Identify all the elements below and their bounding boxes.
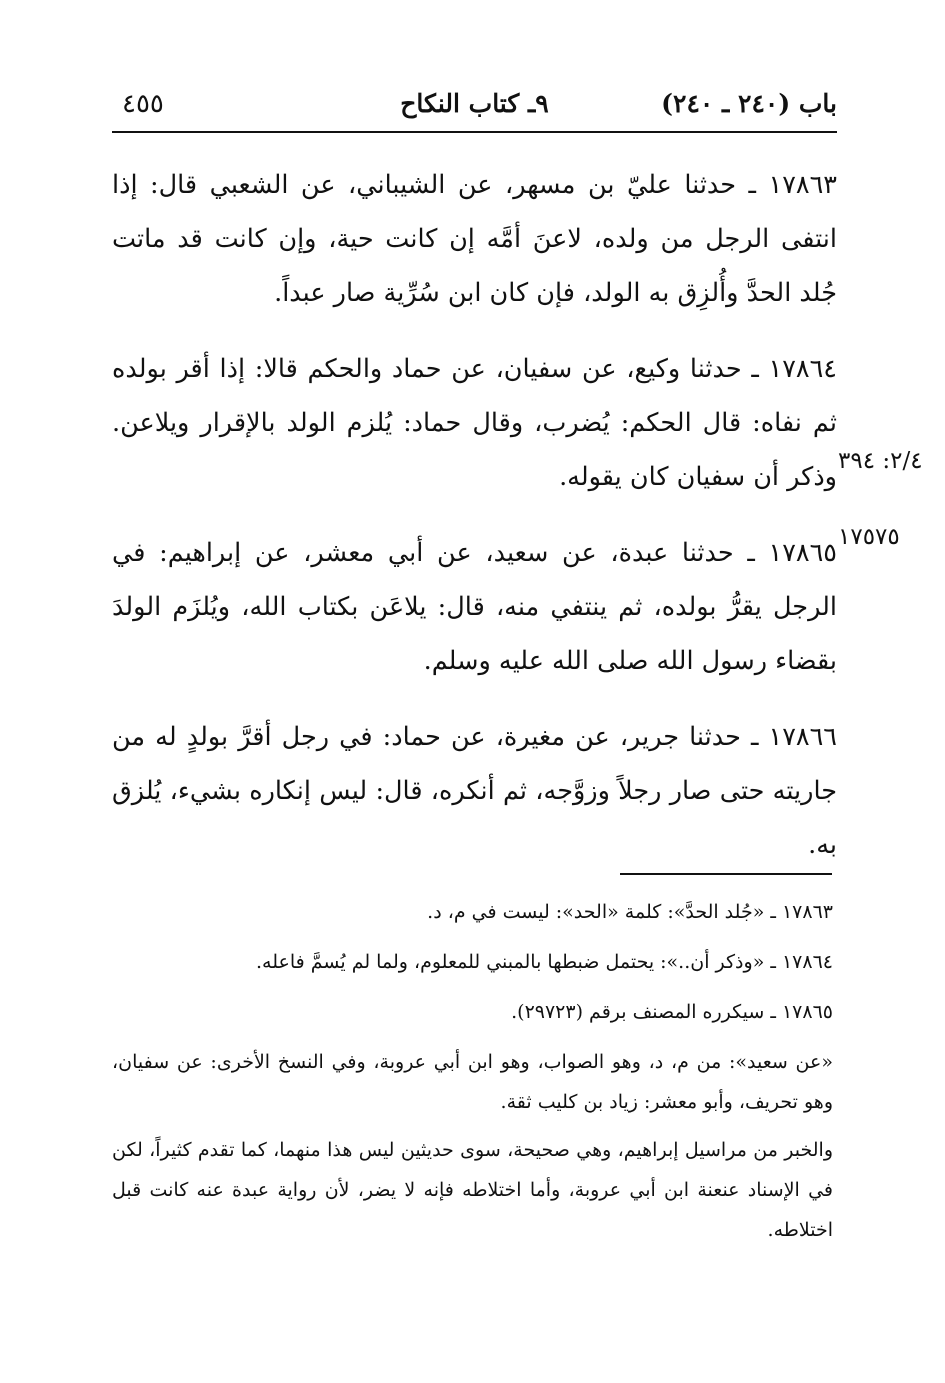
margin-number-reference: ١٧٥٧٥ — [838, 524, 900, 550]
footnote-17865: ١٧٨٦٥ ـ سيكرره المصنف برقم (٢٩٧٢٣). — [511, 1001, 833, 1023]
hadith-17863: ١٧٨٦٣ ـ حدثنا عليّ بن مسهر، عن الشيباني، عن الشعبي قال: إذا انتفى الرجل من ولده، لاعنَ أمَّه إن كانت حية، وإن كانت قد ماتت جُلد الحدَّ وأُلزِق به الولد، فإن كان ابن سُرِّية صار عبداً. — [112, 170, 837, 308]
hadith-17864: ١٧٨٦٤ ـ حدثنا وكيع، عن سفيان، عن حماد والحكم قالا: إذا أقر بولده ثم نفاه: قال الحكم: يُضرب، وقال حماد: يُلزم الولد بالإقرار ويلاعن. وذكر أن سفيان كان يقوله. — [112, 354, 837, 492]
footnote-divider — [620, 873, 832, 875]
hadith-17865: ١٧٨٦٥ ـ حدثنا عبدة، عن سعيد، عن أبي معشر، عن إبراهيم: في الرجل يقرُّ بولده، ثم ينتفي منه، قال: يلاعَن بكتاب الله، ويُلزَم الولدَ بقضاء رسول الله صلى الله عليه وسلم. — [112, 538, 837, 676]
footnote-17865-sanad: «عن سعيد»: من م، د، وهو الصواب، وهو ابن أبي عروبة، وفي النسخ الأخرى: عن سفيان، وهو تحريف، وأبو معشر: زياد بن كليب ثقة. — [112, 1051, 833, 1113]
main-text — [112, 158, 837, 894]
hadith-17866: ١٧٨٦٦ ـ حدثنا جرير، عن مغيرة، عن حماد: في رجل أقرَّ بولدٍ له من جاريته حتى صار رجلاً وزوَّجه، ثم أنكره، قال: ليس إنكاره بشيء، يُلزق به. — [112, 722, 837, 860]
page-number: ٤٥٥ — [122, 89, 164, 119]
footnote-17863: ١٧٨٦٣ ـ «جُلد الحدَّ»: كلمة «الحد»: ليست في م، د. — [427, 901, 833, 923]
book-title: ٩ـ كتاب النكاح — [400, 89, 549, 118]
margin-volume-reference: ٢/٤: ٣٩٤ — [838, 448, 923, 474]
footnote-17864: ١٧٨٦٤ ـ «وذكر أن..»: يحتمل ضبطها بالمبني للمعلوم، ولما لم يُسمَّ فاعله. — [256, 951, 833, 973]
section-heading: باب (٢٤٠ ـ ٢٤٠) — [661, 89, 837, 118]
footnote-17865-ruling: والخبر من مراسيل إبراهيم، وهي صحيحة، سوى حديثين ليس هذا منهما، كما تقدم كثيراً، لكن في الإسناد عنعنة ابن أبي عروبة، وأما اختلاطه فإنه لا يضر، لأن رواية عبدة عنه كانت قبل اختلاطه. — [112, 1139, 833, 1241]
page-header — [112, 84, 837, 128]
header-divider — [112, 131, 837, 133]
footnotes — [112, 890, 833, 1256]
